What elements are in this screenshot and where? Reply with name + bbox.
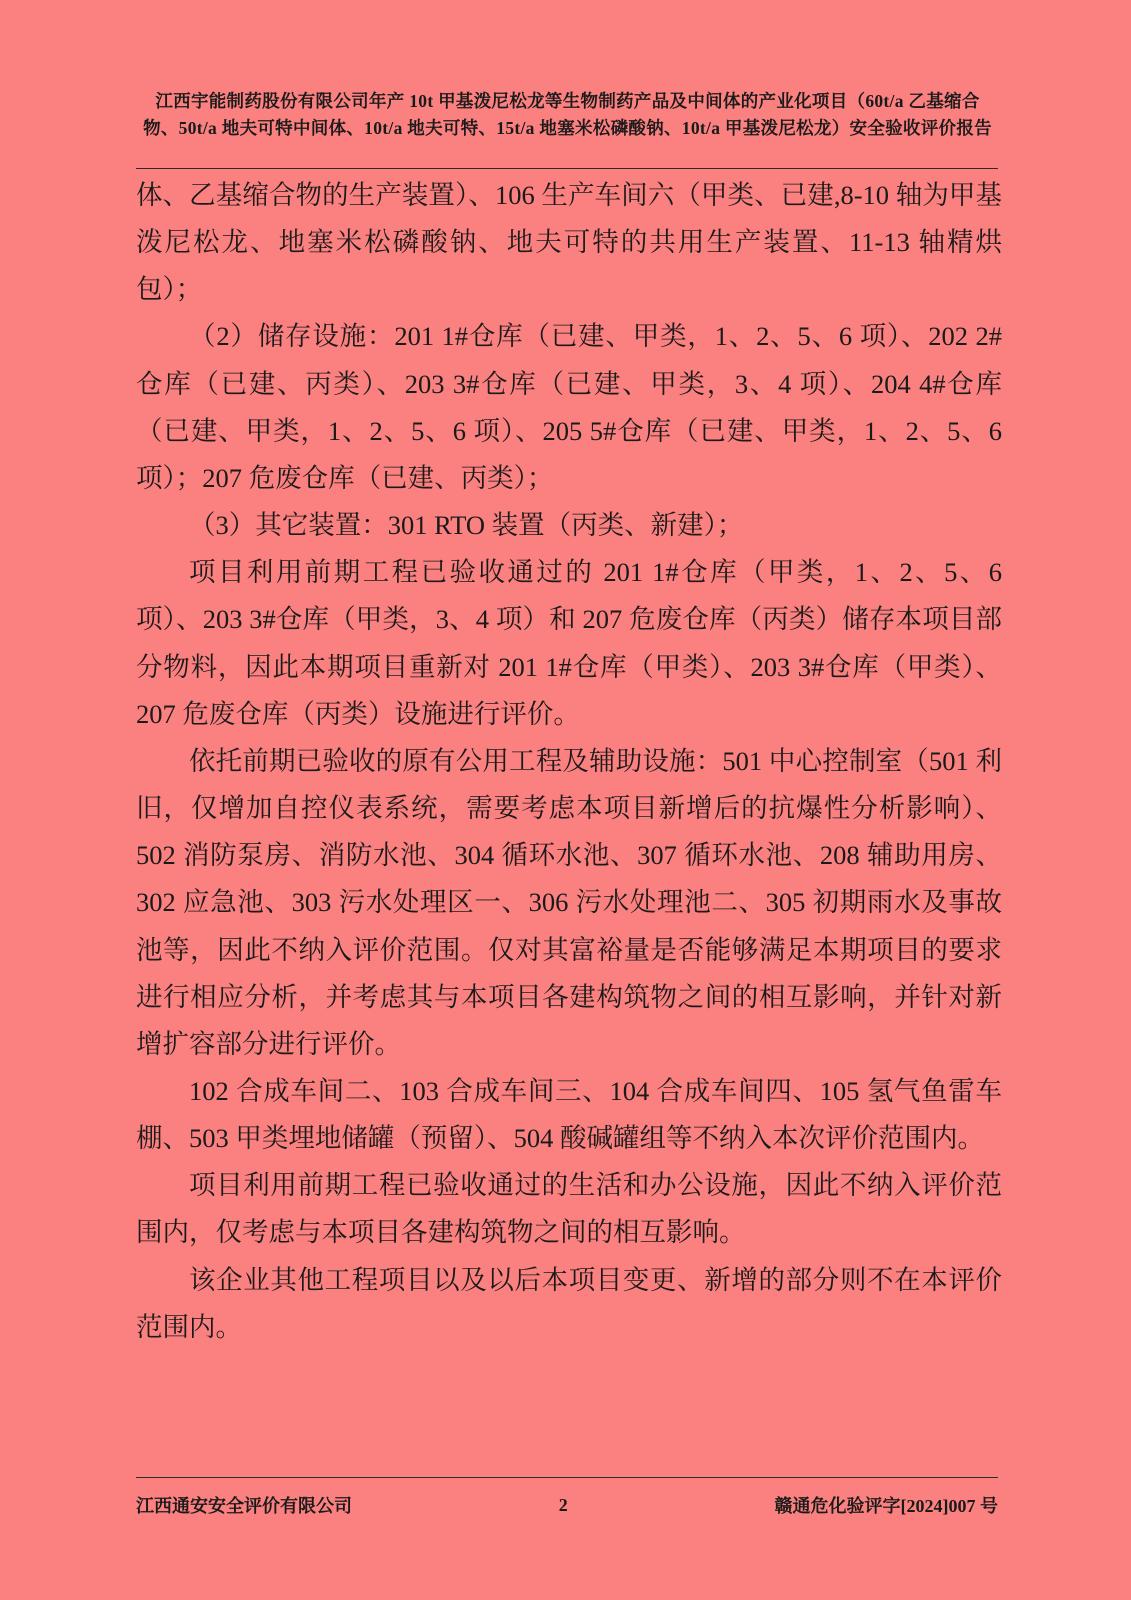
- page-header: 江西宇能制药股份有限公司年产 10t 甲基泼尼松龙等生物制药产品及中间体的产业化项目（60t/a 乙基缩合物、50t/a 地夫可特中间体、10t/a 地夫可特、15t/a 地塞米松磷酸钠、10t/a 甲基泼尼松龙）安全验收评价报告: [143, 91, 992, 139]
- paragraph-1: 体、乙基缩合物的生产装置）、106 生产车间六（甲类、已建,8-10 轴为甲基泼尼松龙、地塞米松磷酸钠、地夫可特的共用生产装置、11-13 轴精烘包）；: [136, 180, 1002, 305]
- footer-report-code: 赣通危化验评字[2024]007 号: [774, 1496, 998, 1516]
- document-body: [136, 172, 1002, 1351]
- footer-divider: [136, 1477, 998, 1478]
- paragraph-4: 项目利用前期工程已验收通过的 201 1#仓库（甲类，1、2、5、6 项）、203 3#仓库（甲类，3、4 项）和 207 危废仓库（丙类）储存本项目部分物料，因此本期项目重新对 201 1#仓库（甲类）、203 3#仓库（甲类）、207 危废仓库（丙类）设施进行评价。: [136, 557, 1002, 729]
- footer-company: 江西通安安全评价有限公司: [136, 1496, 352, 1516]
- paragraph-7: 项目利用前期工程已验收通过的生活和办公设施，因此不纳入评价范围内，仅考虑与本项目各建构筑物之间的相互影响。: [136, 1170, 1002, 1248]
- paragraph-3: （3）其它装置：301 RTO 装置（丙类、新建）；: [189, 510, 744, 541]
- header-divider: [136, 168, 998, 169]
- page-footer: [136, 1492, 998, 1518]
- paragraph-8: 该企业其他工程项目以及以后本项目变更、新增的部分则不在本评价范围内。: [136, 1264, 1002, 1342]
- footer-page-number: 2: [558, 1494, 568, 1515]
- paragraph-6: 102 合成车间二、103 合成车间三、104 合成车间四、105 氢气鱼雷车棚、503 甲类埋地储罐（预留）、504 酸碱罐组等不纳入本次评价范围内。: [136, 1075, 1002, 1154]
- paragraph-2: （2）储存设施：201 1#仓库（已建、甲类，1、2、5、6 项）、202 2#仓库（已建、丙类）、203 3#仓库（已建、甲类，3、4 项）、204 4#仓库（已建、甲类，1、2、5、6 项）、205 5#仓库（已建、甲类，1、2、5、6 项）；207 危废仓库（已建、丙类）；: [136, 321, 1002, 493]
- paragraph-5: 依托前期已验收的原有公用工程及辅助设施：501 中心控制室（501 利旧，仅增加自控仪表系统，需要考虑本项目新增后的抗爆性分析影响）、502 消防泵房、消防水池、304 循环水池、307 循环水池、208 辅助用房、302 应急池、303 污水处理区一、306 污水处理池二、305 初期雨水及事故池等，因此不纳入评价范围。仅对其富裕量是否能够满足本期项目的要求进行相应分析，并考虑其与本项目各建构筑物之间的相互影响，并针对新增扩容部分进行评价。: [136, 745, 1002, 1059]
